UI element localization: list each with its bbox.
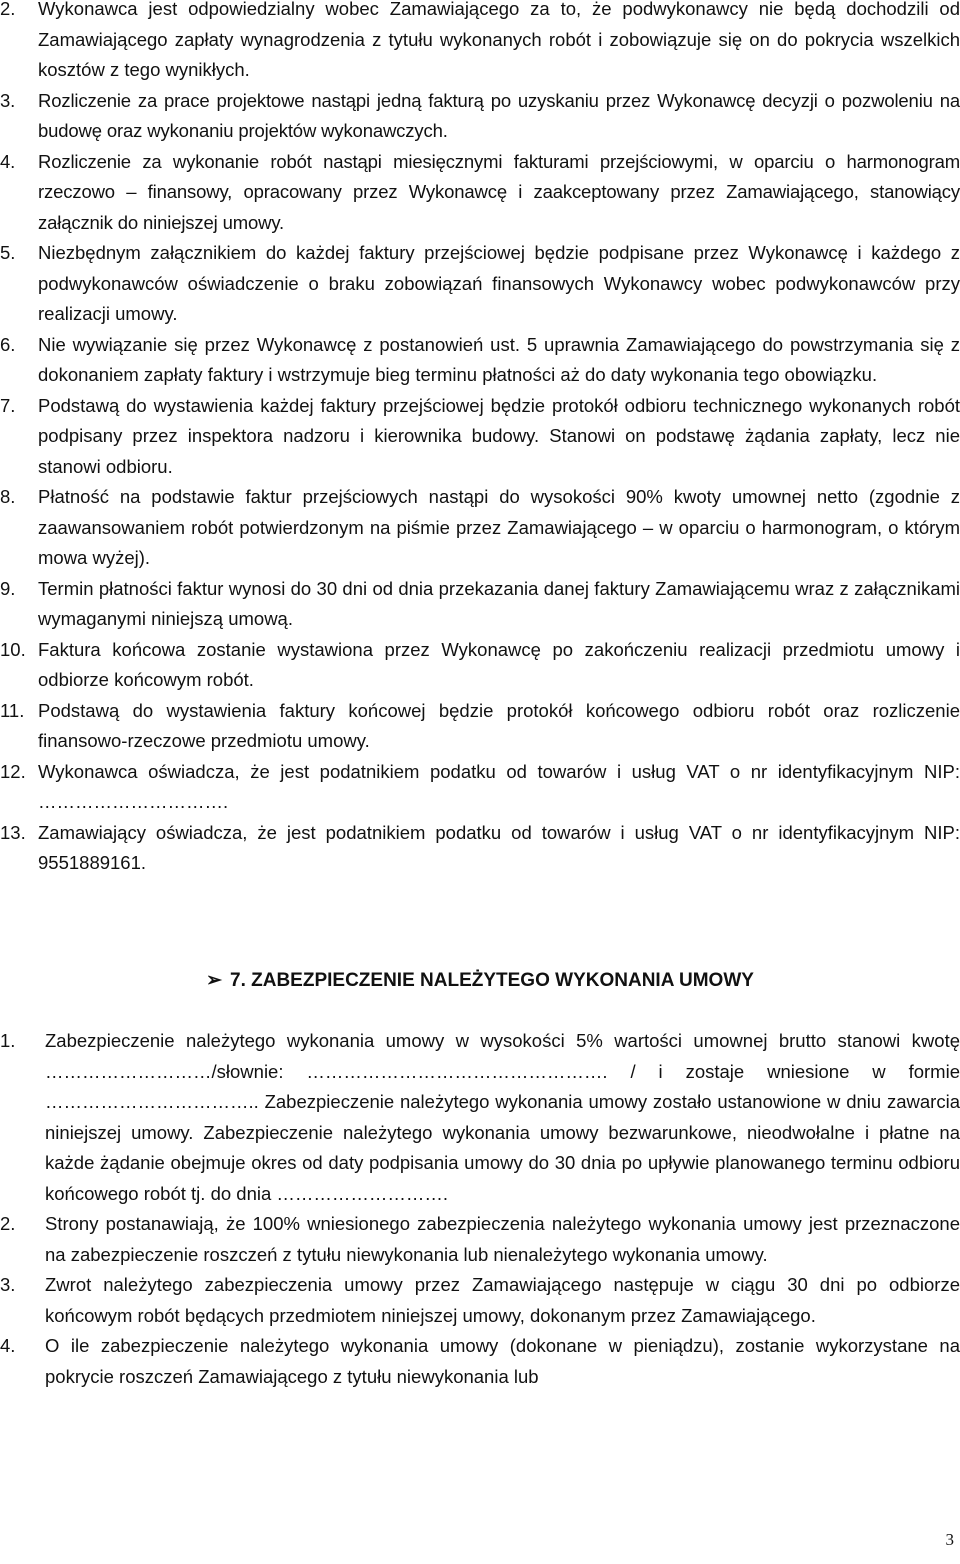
arrow-bullet-icon: ➢	[206, 970, 222, 991]
item-number: 1.	[0, 1030, 16, 1051]
item-number: 6.	[0, 333, 16, 355]
item-number: 4.	[0, 150, 16, 172]
item-number: 2.	[0, 1213, 16, 1234]
item-number: 3.	[0, 89, 16, 111]
list-item	[0, 0, 960, 86]
item-text: O ile zabezpieczenie należytego wykonania umowy (dokonane w pieniądzu), zostanie wykorzystane na pokrycie roszczeń Zamawiającego z tytułu niewykonania lub	[45, 1335, 960, 1387]
item-number: 3.	[0, 1274, 16, 1295]
item-text: Niezbędnym załącznikiem do każdej faktury przejściowej będzie podpisane przez Wykonawcę i każdego z podwykonawców oświadczenie o braku zobowiązań finansowych Wykonawcy wobec podwykonawców przy realizacji umowy.	[38, 242, 960, 324]
item-text: Zwrot należytego zabezpieczenia umowy przez Zamawiającego następuje w ciągu 30 dni po odbiorze końcowym robót będących przedmiotem niniejszej umowy, dokonanym przez Zamawiającego.	[45, 1274, 960, 1326]
item-text: Płatność na podstawie faktur przejściowych nastąpi do wysokości 90% kwoty umownej netto (zgodnie z zaawansowaniem robót potwierdzonym na piśmie przez Zamawiającego – w oparciu o harmonogram, o którym mowa wyżej).	[38, 486, 960, 568]
item-number: 2.	[0, 0, 16, 19]
item-number: 13.	[0, 821, 26, 843]
list-item	[0, 696, 960, 757]
list-item	[0, 1270, 960, 1331]
item-number: 7.	[0, 394, 16, 416]
item-text: Podstawą do wystawienia każdej faktury przejściowej będzie protokół odbioru technicznego wykonanych robót podpisany przez inspektora nadzoru i kierownika budowy. Stanowi on podstawę żądania zapłaty, lecz nie stanowi odbioru.	[38, 394, 960, 477]
list-item	[0, 238, 960, 330]
list-item	[0, 635, 960, 696]
item-number: 12.	[0, 760, 26, 782]
item-text: Wykonawca oświadcza, że jest podatnikiem podatku od towarów i usług VAT o nr identyfikacyjnym NIP: ………………………….	[38, 760, 960, 812]
item-text: Zabezpieczenie należytego wykonania umowy w wysokości 5% wartości umownej brutto stanowi kwotę ………………………/słownie: …………………………………………. / i zostaje wniesione w formie …………………………….. Zabezpieczenie należytego wykonania umowy zostało ustanowione w dniu zawarcia niniejszej umowy. Zabezpieczenie należytego wykonania umowy bezwarunkowe, nieodwołalne i płatne na każde żądanie obejmuje okres od daty podpisania umowy do 30 dnia po upływie planowanego terminu odbioru końcowego robót tj. do dnia ……………………….	[45, 1030, 960, 1204]
list-item	[0, 757, 960, 818]
list-item	[0, 391, 960, 483]
item-text: Podstawą do wystawienia faktury końcowej będzie protokół końcowego odbioru robót oraz rozliczenie finansowo-rzeczowe przedmiotu umowy.	[38, 699, 960, 751]
list-item	[0, 482, 960, 574]
list-item	[0, 330, 960, 391]
item-number: 11.	[0, 699, 25, 721]
item-text: Rozliczenie za prace projektowe nastąpi jedną fakturą po uzyskaniu przez Wykonawcę decyzji o pozwoleniu na budowę oraz wykonaniu projektów wykonawczych.	[38, 89, 960, 141]
page-number: 3	[945, 1530, 954, 1549]
item-text: Zamawiający oświadcza, że jest podatnikiem podatku od towarów i usług VAT o nr identyfikacyjnym NIP: 9551889161.	[38, 821, 960, 873]
list-item	[0, 574, 960, 635]
item-number: 5.	[0, 242, 16, 263]
section-heading-text: 7. ZABEZPIECZENIE NALEŻYTEGO WYKONANIA UMOWY	[230, 970, 754, 991]
item-text: Rozliczenie za wykonanie robót nastąpi miesięcznymi fakturami przejściowymi, w oparciu o harmonogram rzeczowo – finansowy, opracowany przez Wykonawcę i zaakceptowany przez Zamawiającego, stanowiący załącznik do niniejszej umowy.	[38, 150, 960, 233]
list-item	[0, 1331, 960, 1392]
item-text: Faktura końcowa zostanie wystawiona przez Wykonawcę po zakończeniu realizacji przedmiotu umowy i odbiorze końcowym robót.	[38, 638, 960, 690]
list-item	[0, 1026, 960, 1209]
guarantee-terms-list	[0, 1026, 960, 1392]
item-number: 10.	[0, 638, 26, 660]
list-item	[0, 818, 960, 879]
item-number: 9.	[0, 577, 16, 599]
item-text: Termin płatności faktur wynosi do 30 dni od dnia przekazania danej faktury Zamawiającemu wraz z załącznikami wymaganymi niniejszą umową.	[38, 577, 960, 629]
section-heading	[0, 966, 960, 996]
item-number: 8.	[0, 486, 16, 507]
list-item	[0, 1209, 960, 1270]
item-number: 4.	[0, 1335, 16, 1356]
item-text: Wykonawca jest odpowiedzialny wobec Zamawiającego za to, że podwykonawcy nie będą dochodzili od Zamawiającego zapłaty wynagrodzenia z tytułu wykonanych robót i zobowiązuje się on do pokrycia wszelkich kosztów z tego wynikłych.	[38, 0, 960, 80]
list-item	[0, 147, 960, 239]
item-text: Nie wywiązanie się przez Wykonawcę z postanowień ust. 5 uprawnia Zamawiającego do powstrzymania się z dokonaniem zapłaty faktury i wstrzymuje bieg terminu płatności aż do daty wykonania tego obowiązku.	[38, 333, 960, 385]
list-item	[0, 86, 960, 147]
item-text: Strony postanawiają, że 100% wniesionego zabezpieczenia należytego wykonania umowy jest przeznaczone na zabezpieczenie roszczeń z tytułu niewykonania lub nienależytego wykonania umowy.	[45, 1213, 960, 1265]
